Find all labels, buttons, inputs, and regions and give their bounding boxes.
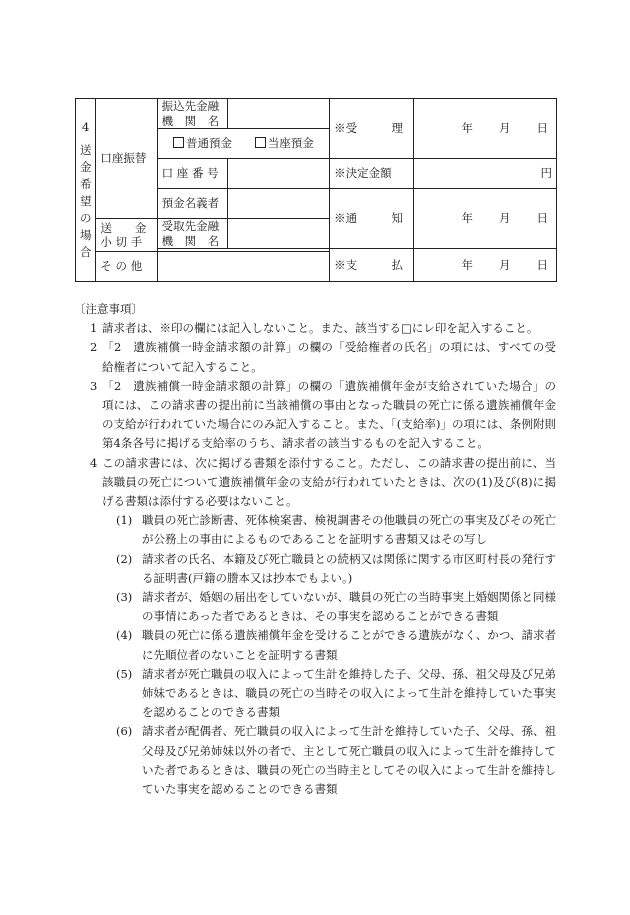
sub-note-item: (2) 請求者の氏名、本籍及び死亡職員との続柄又は関係に関する市区町村長の発行する証明書(戸籍の謄本又は抄本でもよい。) <box>116 551 556 585</box>
juri-date-field[interactable]: 年 月 日 <box>414 99 557 159</box>
section-title-char: の <box>79 211 92 225</box>
sub-note-item: (1) 職員の死亡診断書、死体検案書、検視調書その他職員の死亡の事実及びその死亡が公務上の事由によるものであることを証明する書類又はその写し <box>116 513 556 547</box>
account-holder-label: 預金名義者 <box>157 189 227 219</box>
bank-name-label: 振込先金融 機 関 名 <box>157 99 227 129</box>
bank-name-field[interactable] <box>227 99 329 129</box>
note-item: 1 請求者は、※印の欄には記入しないこと。また、該当する□にレ印を記入すること。 <box>90 321 539 336</box>
toza-checkbox[interactable]: 当座預金 <box>255 136 314 150</box>
sonota-field[interactable] <box>157 252 329 282</box>
tsuchi-label: ※通 知 <box>330 189 414 249</box>
juri-label: ※受 理 <box>330 99 414 159</box>
shiharai-date-field[interactable]: 年 月 日 <box>414 249 557 282</box>
futsu-checkbox[interactable]: 普通預金 <box>173 136 232 150</box>
sub-note-item: (4) 職員の死亡に係る遺族補償年金を受けることができる遺族がなく、かつ、請求者に先順位者のないことを証明する書類 <box>116 628 556 662</box>
section-title-char: 金 <box>79 160 92 174</box>
deposit-type-row <box>157 129 329 159</box>
section-title-char: 送 <box>79 143 92 157</box>
shiharai-label: ※支 払 <box>330 249 414 282</box>
section-title-char: 合 <box>79 245 92 259</box>
sub-note-item: (6) 請求者が配偶者、死亡職員の収入によって生計を維持していた子、父母、孫、祖父母及び兄弟姉妹以外の者で、主として死亡職員の収入によって生計を維持していた者であるときは、職員の死亡の当時主としてその収入によって生計を維持していた事実を認めることのできる書類 <box>116 724 556 797</box>
note-item: 3 「2 遺族補償一時金請求額の計算」の欄の「遺族補償年金が支給されていた場合」の項には、この請求書の提出前に当該補償の事由となった職員の死亡に係る遺族補償年金の支給が行われていた場合にのみ記入すること。また、「(支給率)」の項には、条例附則第4条各号に掲げる支給率のうち、請求者の該当するものを記入すること。 <box>90 378 556 451</box>
notes-section <box>74 300 556 799</box>
section-title-char: 望 <box>79 194 92 208</box>
receive-bank-field[interactable] <box>227 219 329 249</box>
notes-heading: 〔注意事項〕 <box>74 302 143 316</box>
account-number-field[interactable] <box>227 159 329 189</box>
tsuchi-date-field[interactable]: 年 月 日 <box>414 189 557 249</box>
receive-bank-label: 受取先金融 機 関 名 <box>157 219 227 249</box>
kettei-amount-field[interactable]: 円 <box>414 159 557 189</box>
sokin-kogitte-label: 送 金 小 切 手 <box>96 219 157 252</box>
section-title-char: 場 <box>79 228 92 242</box>
remittance-form-table <box>75 98 557 282</box>
sub-note-item: (5) 請求者が死亡職員の収入によって生計を維持した子、父母、孫、祖父母及び兄弟姉妹であるときは、職員の死亡の当時その収入によって生計を維持していた事実を認めることのできる書類 <box>116 666 556 720</box>
kettei-label: ※決定金額 <box>330 159 414 189</box>
section-4-header <box>76 99 96 282</box>
sub-note-item: (3) 請求者が、婚姻の届出をしていないが、職員の死亡の当時事実上婚姻関係と同様の事情にあった者であるときは、その事実を認めることができる書類 <box>116 590 556 624</box>
section-number: 4 <box>82 120 90 134</box>
note-item: 2 「2 遺族補償一時金請求額の計算」の欄の「受給権者の氏名」の項には、すべての受給権者について記入すること。 <box>90 340 556 374</box>
section-title-char: 希 <box>79 177 92 191</box>
account-holder-field[interactable] <box>227 189 329 219</box>
sonota-label: そ の 他 <box>96 252 157 282</box>
account-number-label: 口 座 番 号 <box>157 159 227 189</box>
koza-furikae-label: 口座振替 <box>96 99 157 219</box>
note-item: 4 この請求書には、次に掲げる書類を添付すること。ただし、この請求書の提出前に、当該職員の死亡について遺族補償年金の支給が行われていたときは、次の(1)及び(8)に掲げる書類は添付する必要はないこと。 <box>90 455 556 509</box>
